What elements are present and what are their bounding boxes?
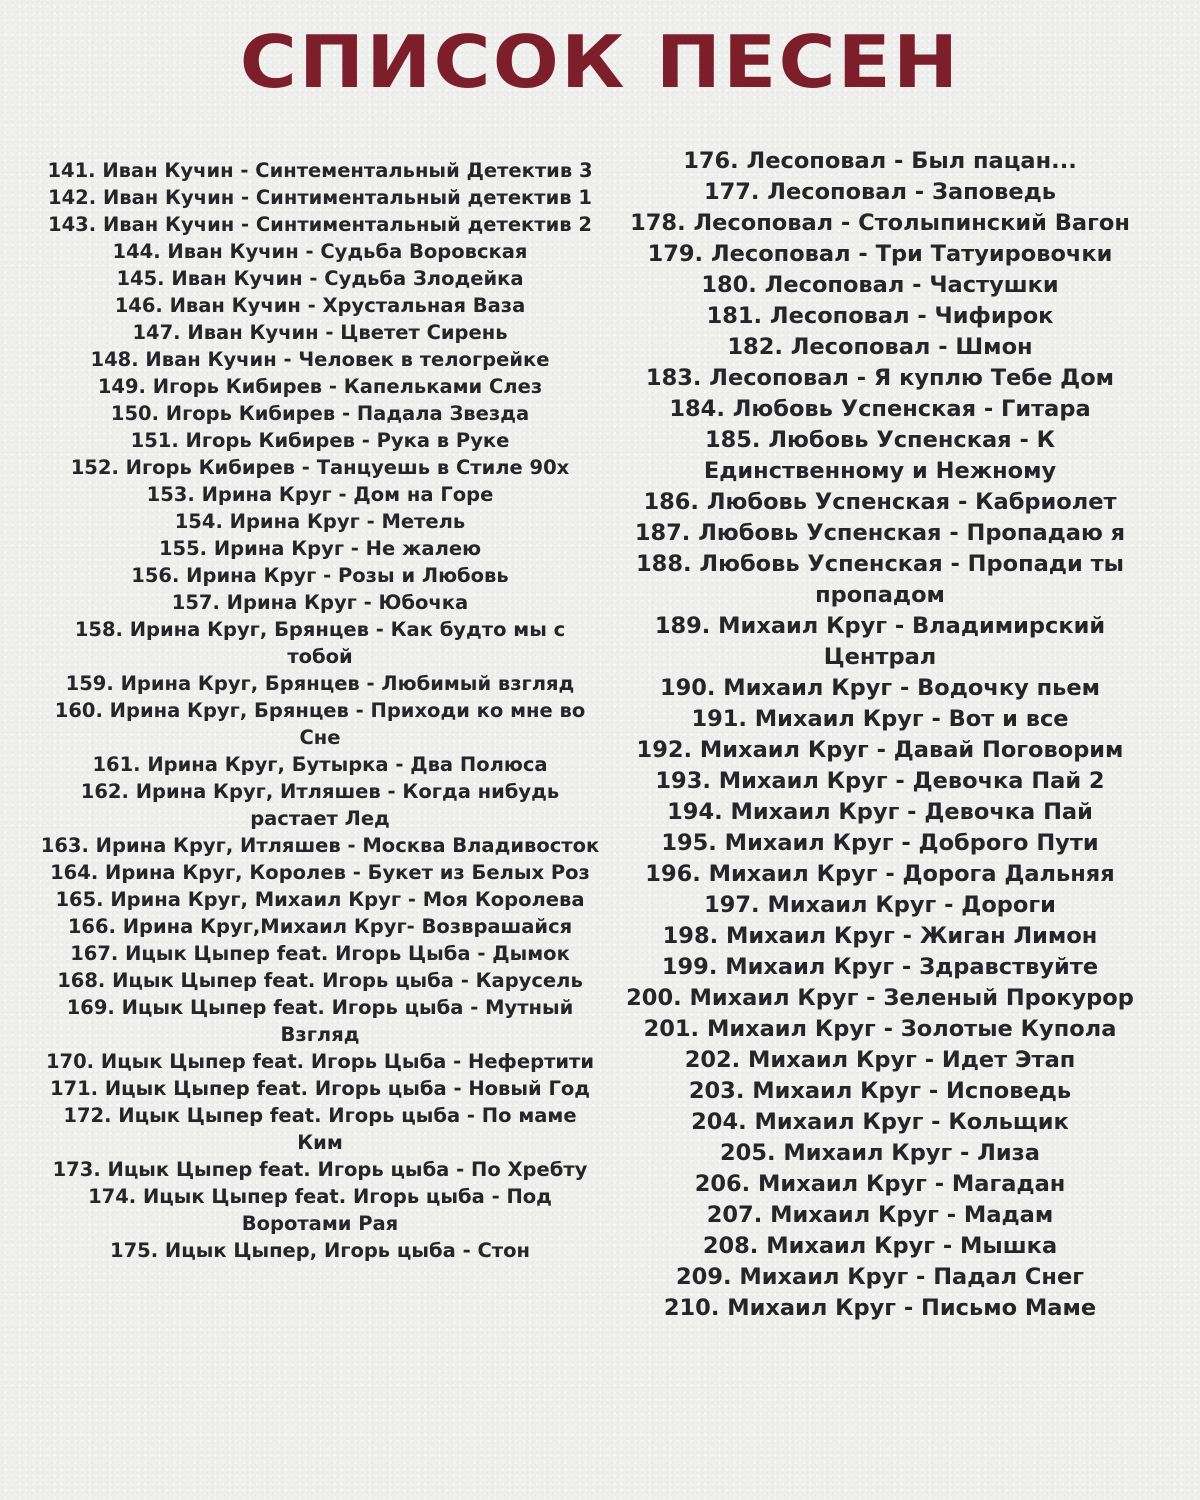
song-item: 188. Любовь Успенская - Пропади ты пропадом: [636, 551, 1124, 608]
song-item: 142. Иван Кучин - Синтиментальный детектив 1: [48, 186, 592, 209]
song-item: 141. Иван Кучин - Синтементальный Детектив 3: [47, 159, 593, 182]
song-item: 171. Ицык Цыпер feat. Игорь цыба - Новый Год: [49, 1077, 591, 1100]
song-item: 167. Ицык Цыпер feat. Игорь Цыба - Дымок: [70, 942, 570, 965]
song-item: 197. Михаил Круг - Дороги: [704, 892, 1056, 918]
song-item: 191. Михаил Круг - Вот и все: [691, 706, 1069, 732]
song-item: 146. Иван Кучин - Хрустальная Ваза: [114, 294, 526, 317]
song-item: 192. Михаил Круг - Давай Поговорим: [636, 737, 1124, 763]
song-item: 156. Ирина Круг - Розы и Любовь: [131, 564, 509, 587]
song-item: 154. Ирина Круг - Метель: [174, 510, 466, 533]
song-item: 157. Ирина Круг - Юбочка: [171, 591, 469, 614]
song-item: 174. Ицык Цыпер feat. Игорь цыба - Под Воротами Рая: [88, 1185, 552, 1235]
song-item: 178. Лесоповал - Столыпинский Вагон: [630, 210, 1130, 236]
song-item: 164. Ирина Круг, Королев - Букет из Белых Роз: [50, 861, 590, 884]
song-item: 148. Иван Кучин - Человек в телогрейке: [90, 348, 550, 371]
song-item: 150. Игорь Кибирев - Падала Звезда: [110, 402, 530, 425]
page-title: СПИСОК ПЕСЕН: [239, 20, 961, 104]
song-item: 194. Михаил Круг - Девочка Пай: [667, 799, 1093, 825]
song-item: 163. Ирина Круг, Итляшев - Москва Владивосток: [40, 834, 600, 857]
song-item: 166. Ирина Круг,Михаил Круг- Возврашайся: [67, 915, 573, 938]
song-item: 177. Лесоповал - Заповедь: [703, 179, 1057, 205]
song-item: 182. Лесоповал - Шмон: [727, 334, 1033, 360]
song-item: 180. Лесоповал - Частушки: [701, 272, 1059, 298]
song-item: 151. Игорь Кибирев - Рука в Руке: [130, 429, 510, 452]
song-item: 203. Михаил Круг - Исповедь: [688, 1078, 1072, 1104]
song-item: 158. Ирина Круг, Брянцев - Как будто мы с тобой: [74, 618, 566, 668]
song-item: 205. Михаил Круг - Лиза: [720, 1140, 1040, 1166]
song-item: 162. Ирина Круг, Итляшев - Когда нибудь растает Лед: [80, 780, 560, 830]
song-item: 153. Ирина Круг - Дом на Горе: [146, 483, 494, 506]
song-item: 185. Любовь Успенская - К Единственному и Нежному: [703, 427, 1057, 484]
song-item: 187. Любовь Успенская - Пропадаю я: [634, 520, 1126, 546]
song-item: 196. Михаил Круг - Дорога Дальняя: [645, 861, 1115, 887]
song-item: 184. Любовь Успенская - Гитара: [669, 396, 1091, 422]
song-item: 193. Михаил Круг - Девочка Пай 2: [655, 768, 1105, 794]
song-item: 208. Михаил Круг - Мышка: [702, 1233, 1058, 1259]
song-item: 181. Лесоповал - Чифирок: [706, 303, 1054, 329]
song-item: 161. Ирина Круг, Бутырка - Два Полюса: [92, 753, 548, 776]
song-item: 152. Игорь Кибирев - Танцуешь в Стиле 90х: [70, 456, 570, 479]
song-item: 179. Лесоповал - Три Татуировочки: [647, 241, 1113, 267]
song-item: 165. Ирина Круг, Михаил Круг - Моя Королева: [55, 888, 585, 911]
song-item: 145. Иван Кучин - Судьба Злодейка: [116, 267, 524, 290]
song-item: 149. Игорь Кибирев - Капельками Слез: [97, 375, 543, 398]
song-item: 172. Ицык Цыпер feat. Игорь цыба - По маме Ким: [63, 1104, 577, 1154]
song-item: 170. Ицык Цыпер feat. Игорь Цыба - Нефертити: [45, 1050, 595, 1073]
song-item: 202. Михаил Круг - Идет Этап: [684, 1047, 1076, 1073]
song-item: 160. Ирина Круг, Брянцев - Приходи ко мне во Сне: [54, 699, 586, 749]
song-item: 143. Иван Кучин - Синтиментальный детектив 2: [48, 213, 592, 236]
song-item: 147. Иван Кучин - Цветет Сирень: [132, 321, 508, 344]
song-item: 186. Любовь Успенская - Кабриолет: [643, 489, 1117, 515]
song-item: 159. Ирина Круг, Брянцев - Любимый взгляд: [65, 672, 575, 695]
song-item: 155. Ирина Круг - Не жалею: [158, 537, 482, 560]
song-item: 169. Ицык Цыпер feat. Игорь цыба - Мутный Взгляд: [66, 996, 574, 1046]
song-item: 183. Лесоповал - Я куплю Тебе Дом: [645, 365, 1115, 391]
song-list-left: [40, 157, 600, 1264]
song-item: 199. Михаил Круг - Здравствуйте: [661, 954, 1099, 980]
song-item: 195. Михаил Круг - Доброго Пути: [661, 830, 1099, 856]
song-list-right: [612, 146, 1148, 1324]
song-item: 189. Михаил Круг - Владимирский Централ: [654, 613, 1106, 670]
song-item: 144. Иван Кучин - Судьба Воровская: [112, 240, 528, 263]
song-item: 201. Михаил Круг - Золотые Купола: [643, 1016, 1117, 1042]
song-item: 176. Лесоповал - Был пацан...: [683, 148, 1077, 174]
song-item: 173. Ицык Цыпер feat. Игорь цыба - По Хребту: [52, 1158, 588, 1181]
song-item: 207. Михаил Круг - Мадам: [706, 1202, 1054, 1228]
song-item: 210. Михаил Круг - Письмо Маме: [663, 1295, 1097, 1321]
song-item: 168. Ицык Цыпер feat. Игорь цыба - Карусель: [57, 969, 583, 992]
song-item: 209. Михаил Круг - Падал Снег: [676, 1264, 1084, 1290]
song-item: 190. Михаил Круг - Водочку пьем: [659, 675, 1101, 701]
song-item: 198. Михаил Круг - Жиган Лимон: [662, 923, 1098, 949]
song-item: 204. Михаил Круг - Кольщик: [691, 1109, 1069, 1135]
song-item: 206. Михаил Круг - Магадан: [694, 1171, 1066, 1197]
song-item: 175. Ицык Цыпер, Игорь цыба - Стон: [110, 1239, 530, 1262]
song-item: 200. Михаил Круг - Зеленый Прокурор: [626, 985, 1134, 1011]
